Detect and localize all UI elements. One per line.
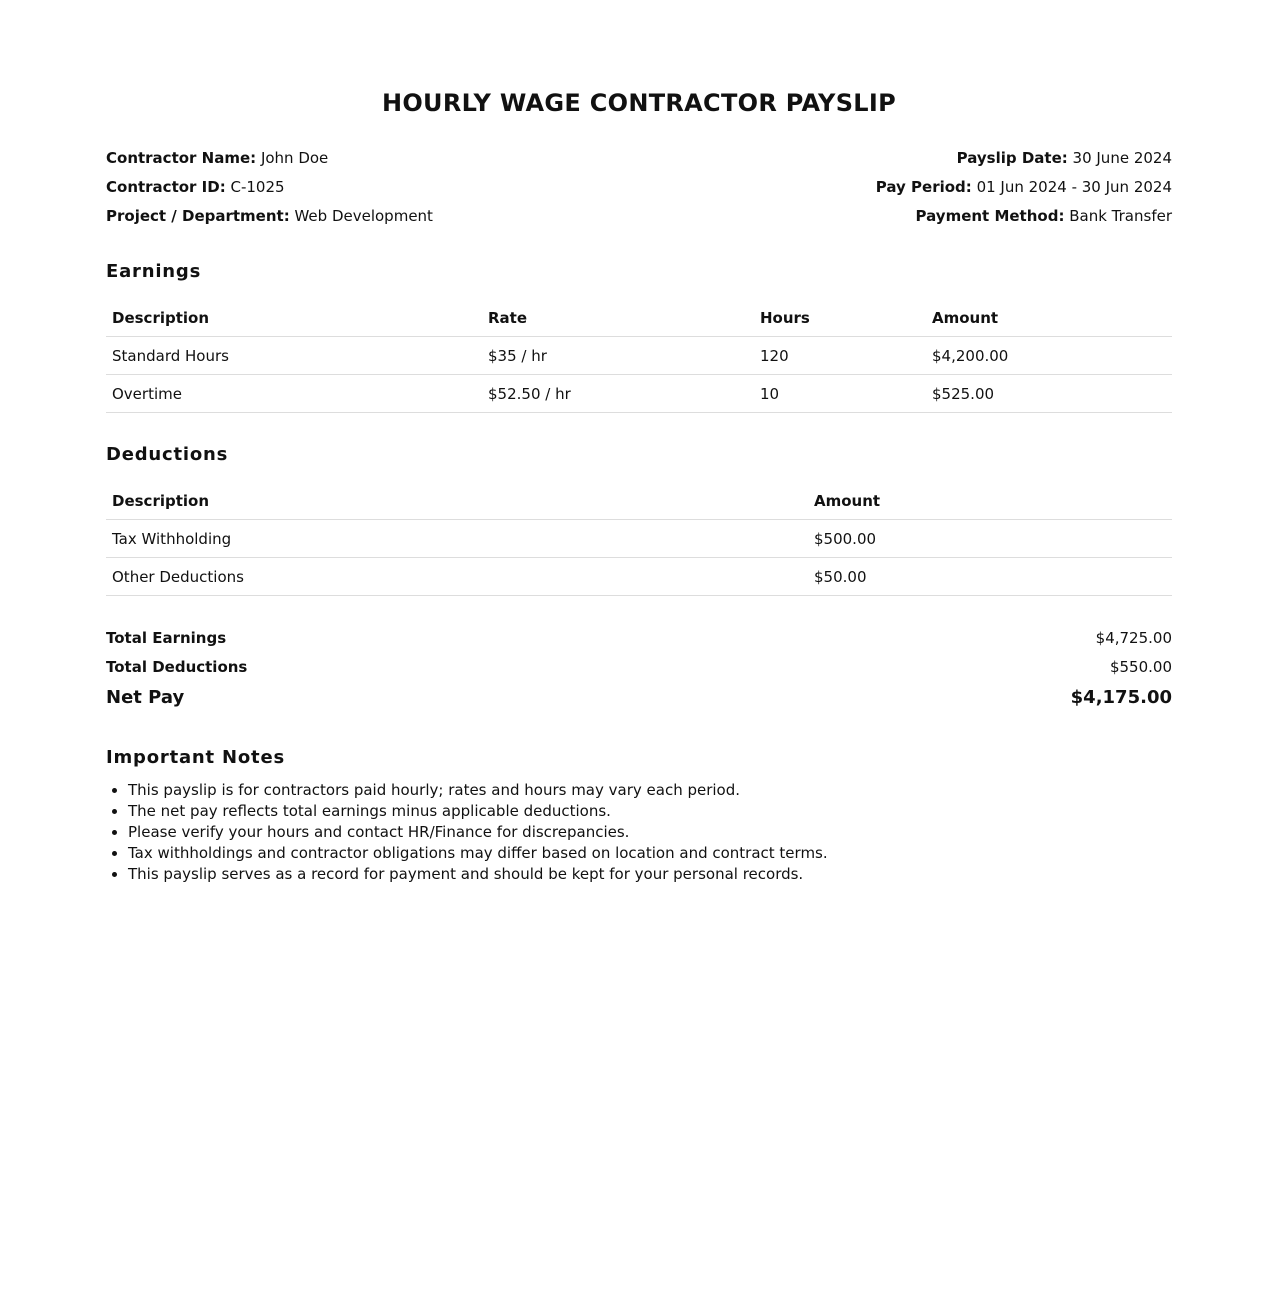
contractor-name (106, 144, 433, 173)
earnings-table (106, 299, 1172, 413)
column-header-amount: Amount (808, 482, 1172, 520)
list-item: • This payslip is for contractors paid hourly; rates and hours may vary each period. (128, 780, 1172, 801)
cell-amount: $4,200.00 (926, 337, 1172, 375)
info-label: Contractor Name: (106, 149, 257, 167)
column-header-rate: Rate (482, 299, 754, 337)
cell-hours: 10 (754, 375, 926, 413)
net-pay-label: Net Pay (106, 687, 185, 708)
table-header-row (106, 299, 1172, 337)
cell-rate: $35 / hr (482, 337, 754, 375)
info-value: John Doe (260, 149, 329, 167)
info-label: Pay Period: (875, 178, 972, 196)
total-deductions-row (106, 653, 1172, 682)
pay-period (876, 173, 1172, 202)
column-header-amount: Amount (926, 299, 1172, 337)
info-right-column (876, 144, 1172, 231)
cell-rate: $52.50 / hr (482, 375, 754, 413)
net-pay-value: $4,175.00 (1070, 687, 1172, 708)
cell-amount: $525.00 (926, 375, 1172, 413)
payment-method (876, 202, 1172, 231)
cell-description: Overtime (106, 375, 482, 413)
list-item: • This payslip serves as a record for payment and should be kept for your personal records. (128, 864, 1172, 885)
notes-heading: Important Notes (106, 747, 285, 768)
cell-description: Other Deductions (106, 558, 808, 596)
table-row (106, 337, 1172, 375)
info-value: 30 June 2024 (1072, 149, 1172, 167)
deductions-heading: Deductions (106, 444, 229, 465)
table-header-row (106, 482, 1172, 520)
cell-hours: 120 (754, 337, 926, 375)
deductions-table (106, 482, 1172, 596)
list-item: • The net pay reflects total earnings minus applicable deductions. (128, 801, 1172, 822)
info-value: 01 Jun 2024 - 30 Jun 2024 (976, 178, 1172, 196)
table-row (106, 375, 1172, 413)
info-left-column (106, 144, 433, 231)
info-label: Contractor ID: (106, 178, 226, 196)
column-header-hours: Hours (754, 299, 926, 337)
list-item: • Please verify your hours and contact HR/Finance for discrepancies. (128, 822, 1172, 843)
cell-amount: $500.00 (808, 520, 1172, 558)
info-value: C-1025 (230, 178, 285, 196)
project-department (106, 202, 433, 231)
info-label: Payment Method: (915, 207, 1065, 225)
column-header-description: Description (106, 482, 808, 520)
table-row (106, 558, 1172, 596)
cell-description: Tax Withholding (106, 520, 808, 558)
payslip-date (876, 144, 1172, 173)
total-earnings-label: Total Earnings (106, 629, 227, 647)
info-value: Bank Transfer (1069, 207, 1172, 225)
net-pay-row (106, 682, 1172, 714)
table-row (106, 520, 1172, 558)
list-item: • Tax withholdings and contractor obligations may differ based on location and contract terms. (128, 843, 1172, 864)
payslip-document (106, 0, 1172, 885)
page-title: HOURLY WAGE CONTRACTOR PAYSLIP (381, 89, 897, 117)
total-deductions-value: $550.00 (1109, 658, 1172, 676)
total-deductions-label: Total Deductions (106, 658, 248, 676)
total-earnings-value: $4,725.00 (1095, 629, 1172, 647)
totals-summary (106, 624, 1172, 714)
cell-amount: $50.00 (808, 558, 1172, 596)
contractor-info (106, 144, 1172, 231)
notes-list (106, 780, 1172, 885)
info-label: Payslip Date: (956, 149, 1068, 167)
earnings-heading: Earnings (106, 261, 202, 282)
column-header-description: Description (106, 299, 482, 337)
info-value: Web Development (294, 207, 433, 225)
info-label: Project / Department: (106, 207, 290, 225)
contractor-id (106, 173, 433, 202)
cell-description: Standard Hours (106, 337, 482, 375)
total-earnings-row (106, 624, 1172, 653)
